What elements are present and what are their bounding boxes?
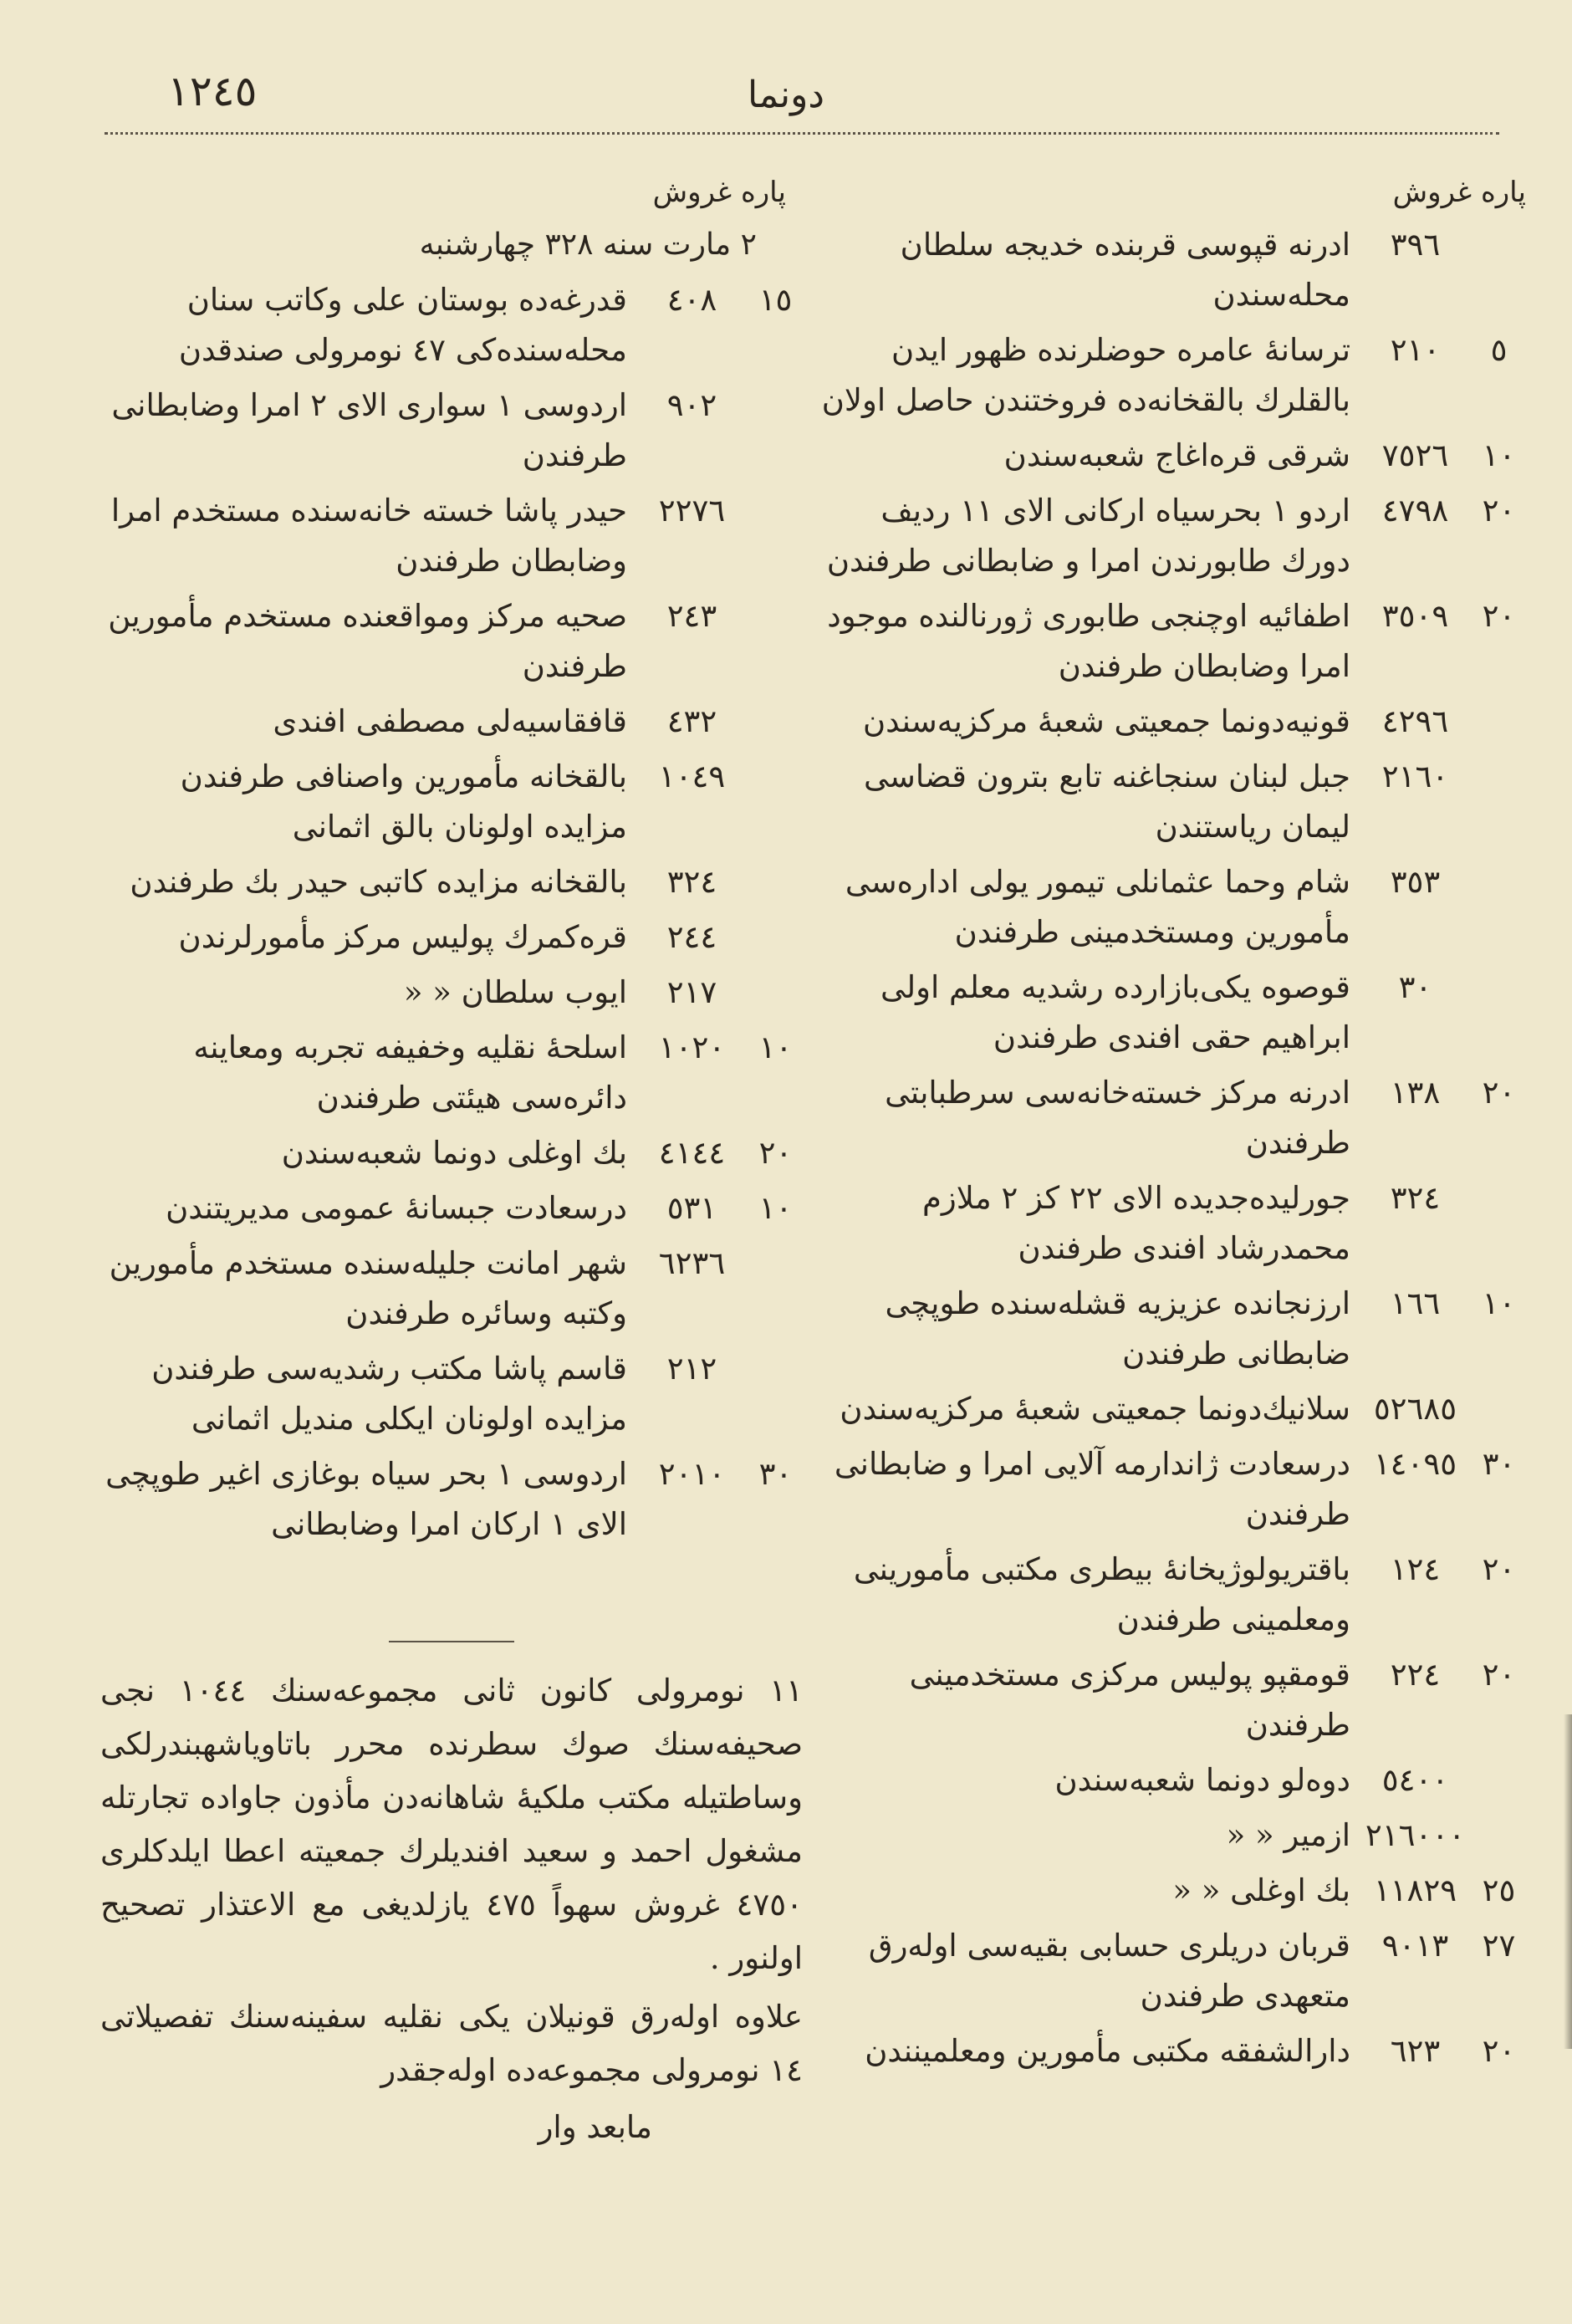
para-amount: ١٠ — [1482, 437, 1516, 473]
left-column-heading: پاره غروش — [652, 176, 786, 209]
ledger-entry — [803, 1384, 1526, 1434]
ledger-entry — [803, 591, 1526, 692]
ghurush-amount: ١٤٠٩٥ — [1373, 1446, 1457, 1482]
ghurush-amount: ٦٢٣ — [1390, 2033, 1441, 2069]
entry-description: بالقخانه مأمورین واصنافی طرفندن مزایده اولونان بالق اثمانی — [180, 758, 627, 845]
ledger-entry — [803, 1439, 1526, 1540]
para-amount: ١٠ — [758, 1029, 793, 1065]
ledger-entry — [100, 381, 803, 481]
ledger-entry — [803, 857, 1526, 958]
ledger-entry — [803, 1755, 1526, 1806]
entry-description: شهر امانت جلیله‌سنده مستخدم مأمورین وکتبه وسائره طرفندن — [109, 1245, 627, 1331]
para-amount: ٢٠ — [1482, 598, 1516, 634]
ghurush-amount: ١٠٤٩ — [658, 758, 726, 794]
ghurush-amount: ٣٥٠٩ — [1381, 598, 1449, 634]
date-line: ۲ مارت سنه ۳۲۸ چهارشنبه — [419, 227, 757, 262]
entry-description: صحیه مرکز ومواقعنده مستخدم مأمورین طرفندن — [108, 598, 627, 684]
entry-description: قافقاسیه‌لی مصطفی افندی — [273, 703, 627, 739]
entry-description: شام وحما عثمانلی تیمور یولی اداره‌سی مأمورین ومستخدمینی طرفندن — [845, 864, 1350, 950]
ghurush-amount: ٩٠٢ — [666, 387, 717, 423]
para-amount: ١٠ — [758, 1190, 793, 1226]
entry-description: ایوب سلطان « « — [403, 974, 627, 1010]
ghurush-amount: ٣٥٣ — [1390, 864, 1441, 900]
ledger-entry — [803, 486, 1526, 586]
entry-description: جبل لبنان سنجاغنه تابع بترون قضاسی لیمان ریاستندن — [864, 758, 1350, 845]
entry-description: حیدر پاشا خسته خانه‌سنده مستخدم امرا وضابطان طرفندن — [110, 493, 627, 579]
ghurush-amount: ٢١٧ — [666, 974, 717, 1010]
ledger-entry — [100, 1449, 803, 1550]
entry-description: قربان دریلری حسابی بقیه‌سی اوله‌رق متعهدی طرفندن — [868, 1928, 1350, 2014]
ledger-entry — [100, 1344, 803, 1444]
ledger-entry — [803, 1545, 1526, 1645]
page-number: ١٢٤٥ — [167, 67, 258, 115]
ghurush-amount: ٦٢٣٦ — [658, 1245, 726, 1281]
ghurush-amount: ٤٠٨ — [666, 282, 717, 318]
entry-description: قره‌کمرك پولیس مرکز مأمورلرندن — [178, 919, 627, 955]
entry-description: قدرغه‌ده بوستان علی وکاتب سنان محله‌سنده‌کی ٤٧ نومرولی صندقدن — [178, 282, 627, 368]
entry-description: ادرنه مرکز خسته‌خانه‌سی سرطبابتی طرفندن — [885, 1075, 1350, 1161]
entry-description: قومقپو پولیس مرکزی مستخدمینی طرفندن — [909, 1657, 1350, 1743]
ledger-entry — [100, 486, 803, 586]
para-amount: ٢٥ — [1482, 1872, 1516, 1908]
ledger-entry — [100, 1183, 803, 1234]
entry-description: جورلیده‌جدیده الای ۲۲ کز ۲ ملازم محمدرشاد افندی طرفندن — [922, 1180, 1350, 1266]
note-divider — [389, 1641, 514, 1642]
ledger-entry — [803, 220, 1526, 320]
correction-note — [100, 1664, 803, 2153]
ghurush-amount: ٢١٦٠٠٠ — [1365, 1817, 1466, 1853]
entry-description: اردو ۱ بحرسیاه ارکانی الای ۱۱ ردیف دورك طابورندن امرا و ضابطانی طرفندن — [826, 493, 1350, 579]
para-amount: ١٥ — [758, 282, 793, 318]
ledger-entry — [803, 1921, 1526, 2021]
right-entry-list — [803, 220, 1526, 2081]
entry-description: قاسم پاشا مکتب رشدیه‌سی طرفندن مزایده اولونان ایکلی مندیل اثمانی — [151, 1351, 627, 1437]
page-edge-shadow — [1564, 1714, 1572, 2049]
entry-description: ادرنه قپوسی قربنده خدیجه سلطان محله‌سندن — [900, 227, 1350, 313]
ledger-entry — [803, 963, 1526, 1063]
ghurush-amount: ٥٤٠٠ — [1381, 1762, 1449, 1798]
ledger-entry — [100, 752, 803, 852]
ledger-entry — [100, 857, 803, 907]
ledger-entry — [803, 1279, 1526, 1379]
ghurush-amount: ٢١٢ — [666, 1351, 717, 1387]
ghurush-amount: ٤٧٩٨ — [1381, 493, 1449, 529]
para-amount: ٢٠ — [1482, 2033, 1516, 2069]
ghurush-amount: ٧٥٢٦ — [1381, 437, 1449, 473]
ghurush-amount: ١١٨٢٩ — [1373, 1872, 1457, 1908]
ghurush-amount: ١٣٨ — [1390, 1075, 1441, 1111]
ledger-entry — [803, 431, 1526, 481]
ghurush-amount: ٣٢٤ — [666, 864, 717, 900]
ghurush-amount: ١٢٤ — [1390, 1551, 1441, 1587]
left-column — [100, 0, 803, 2324]
ghurush-amount: ٢٢٤ — [1390, 1657, 1441, 1693]
ledger-entry — [803, 1866, 1526, 1916]
page-title: دونما — [748, 74, 824, 116]
para-amount: ٣٠ — [758, 1456, 793, 1492]
ledger-entry — [803, 1650, 1526, 1750]
ghurush-amount: ٣٢٤ — [1390, 1180, 1441, 1216]
entry-description: بالقخانه مزایده کاتبی حیدر بك طرفندن — [130, 864, 627, 900]
entry-description: اردوسی ۱ سواری الای ۲ امرا وضابطانی طرفندن — [111, 387, 627, 473]
ledger-entry — [100, 697, 803, 747]
ledger-entry — [803, 1068, 1526, 1168]
ghurush-amount: ٣٠ — [1398, 969, 1432, 1005]
entry-description: درسعادت جبسانهٔ عمومی مدیریتندن — [166, 1190, 627, 1226]
ledger-entry — [100, 591, 803, 692]
entry-description: ازمیر « « — [1226, 1817, 1350, 1853]
right-column-heading: پاره غروش — [1392, 176, 1526, 209]
entry-description: بك اوغلی دونما شعبه‌سندن — [281, 1135, 627, 1171]
ghurush-amount: ٢٤٤ — [666, 919, 717, 955]
entry-description: ارزنجانده عزیزیه قشله‌سنده طوپچی ضابطانی طرفندن — [885, 1285, 1350, 1371]
ghurush-amount: ٥٢٦٨٥ — [1373, 1391, 1457, 1427]
note-paragraph: ۱۱ نومرولی کانون ثانی مجموعه‌سنك ۱۰٤٤ نجی صحیفه‌سنك صوك سطرنده محرر باتاویاشهبندرلکی وساطتیله مکتب ملکیهٔ شاهانه‌دن مأذون جاواده تجارتله مشغول احمد و سعید افندیلرك جمعیته اعطا ایلدکلری ٤٧٥٠ غروش سهواً ٤٧٥ یازلدیغی مع الاعتذار تصحیح اولنور . — [100, 1673, 803, 1976]
entry-description: باقتریولوژیخانهٔ بیطری مکتبی مأمورینی ومعلمینی طرفندن — [853, 1551, 1350, 1637]
ledger-entry — [803, 1173, 1526, 1274]
para-amount: ٣٠ — [1482, 1446, 1516, 1482]
ghurush-amount: ٢٠١٠ — [658, 1456, 726, 1492]
entry-description: بك اوغلی « « — [1172, 1872, 1350, 1908]
ghurush-amount: ١٠٢٠ — [658, 1029, 726, 1065]
left-entry-list — [100, 220, 803, 1555]
ledger-entry — [100, 1023, 803, 1123]
ghurush-amount: ٤١٤٤ — [658, 1135, 726, 1171]
entry-description: ترسانهٔ عامره حوضلرنده ظهور ایدن بالقلرك بالقخانه‌ده فروختندن حاصل اولان — [821, 332, 1350, 418]
ledger-entry — [803, 1811, 1526, 1861]
para-amount: ٢٠ — [1482, 1551, 1516, 1587]
ledger-entry — [100, 275, 803, 375]
ghurush-amount: ٥٣١ — [666, 1190, 717, 1226]
para-amount: ٢٧ — [1482, 1928, 1516, 1964]
para-amount: ٢٠ — [1482, 1657, 1516, 1693]
ghurush-amount: ٢٢٧٦ — [658, 493, 726, 529]
ledger-entry — [803, 752, 1526, 852]
ledger-entry — [803, 2026, 1526, 2076]
entry-description: سلانیك‌دونما جمعیتی شعبهٔ مرکزیه‌سندن — [840, 1391, 1350, 1427]
entry-description: قوصوه یکی‌بازارده رشدیه معلم اولی ابراهیم حقی افندی طرفندن — [880, 969, 1350, 1055]
entry-description: درسعادت ژاندارمه آلایی امرا و ضابطانی طرفندن — [834, 1446, 1350, 1532]
ledger-entry — [100, 1128, 803, 1178]
entry-description: قونیه‌دونما جمعیتی شعبهٔ مرکزیه‌سندن — [863, 703, 1350, 739]
ledger-entry — [100, 1239, 803, 1339]
entry-description: شرقی قره‌اغاج شعبه‌سندن — [1003, 437, 1350, 473]
ghurush-amount: ٣٩٦ — [1390, 227, 1441, 263]
para-amount: ٢٠ — [1482, 1075, 1516, 1111]
ghurush-amount: ١٦٦ — [1390, 1285, 1441, 1321]
ledger-entry — [100, 968, 803, 1018]
ledger-entry — [100, 912, 803, 963]
ghurush-amount: ٢٤٣ — [666, 598, 717, 634]
ghurush-amount: ٤٢٩٦ — [1381, 703, 1449, 739]
entry-description: دارالشفقه مکتبی مأمورین ومعلمینندن — [865, 2033, 1350, 2069]
entry-description: اردوسی ۱ بحر سیاه بوغازی اغیر طوپچی الای ۱ ارکان امرا وضابطانی — [105, 1456, 627, 1542]
ghurush-amount: ٩٠١٣ — [1381, 1928, 1449, 1964]
note-paragraph: علاوه اوله‌رق قونیلان یکی نقلیه سفینه‌سنك تفصیلاتی ۱٤ نومرولی مجموعه‌ده اوله‌جقدر — [100, 1999, 803, 2088]
ledger-entry — [803, 697, 1526, 747]
para-amount: ١٠ — [1482, 1285, 1516, 1321]
entry-description: اطفائیه اوچنجی طابوری ژورنالنده موجود امرا وضابطان طرفندن — [827, 598, 1350, 684]
ghurush-amount: ٢١٦٠ — [1381, 758, 1449, 794]
continued-signoff: مابعد وار — [538, 2109, 652, 2145]
ghurush-amount: ٢١٠ — [1390, 332, 1441, 368]
para-amount: ٢٠ — [1482, 493, 1516, 529]
entry-description: اسلحهٔ نقلیه وخفیفه تجربه ومعاینه دائره‌سی هیئتی طرفندن — [193, 1029, 627, 1116]
ghurush-amount: ٤٣٢ — [666, 703, 717, 739]
entry-description: دوه‌لو دونما شعبه‌سندن — [1054, 1762, 1350, 1798]
right-column — [803, 0, 1526, 2324]
para-amount: ٥ — [1490, 332, 1508, 368]
para-amount: ٢٠ — [758, 1135, 793, 1171]
ledger-entry — [803, 325, 1526, 426]
